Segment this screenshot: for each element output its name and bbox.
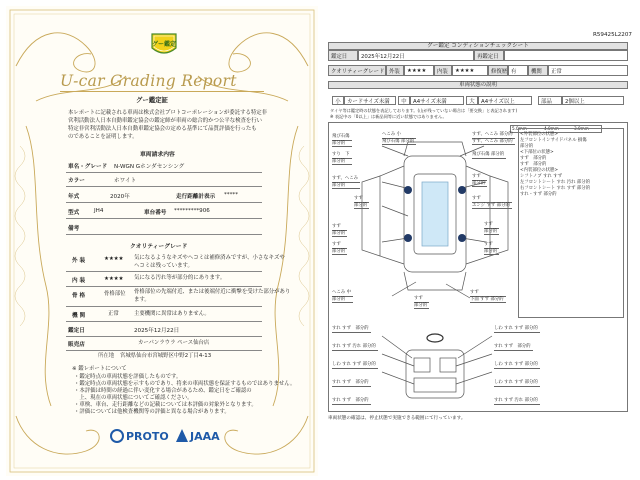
row-rule bbox=[66, 271, 262, 272]
condition-check-sheet bbox=[322, 6, 636, 476]
quality-label-interior: 内 装 bbox=[72, 278, 86, 284]
damage-mark: すり 下 部分的 bbox=[332, 152, 350, 164]
grading-certificate bbox=[6, 6, 318, 476]
note-line: ・評価については他検査機関等の評価と異なる場合があります。 bbox=[74, 409, 230, 415]
inner-note: <内装部位の状態> bbox=[520, 168, 559, 173]
vehicle-section-title: 車両請求内容 bbox=[140, 152, 175, 158]
footer-note: 車両状態の確認は、停止状態で実施できる範囲にて行っています。 bbox=[328, 416, 466, 421]
damage-mark: すず 部分的 bbox=[414, 296, 428, 308]
name-label: 車名・グレード bbox=[68, 164, 108, 170]
quality-stars-exterior: ★★★★ bbox=[104, 256, 124, 262]
scale-small-label: 小 bbox=[332, 96, 344, 105]
tire-note: タイヤ等は鑑定時の状態を表記しております。(山が残っていない場合は「要交換」と表記されます) bbox=[330, 108, 518, 113]
tire-legend-3: 3.0mm〜 bbox=[574, 126, 594, 131]
repair-label: 修復歴 bbox=[488, 65, 508, 76]
model-label: 型式 bbox=[68, 210, 80, 216]
exterior-label: 外装 bbox=[386, 65, 404, 76]
proto-logo: PROTO bbox=[126, 430, 169, 443]
jaaa-logo-icon bbox=[176, 429, 188, 442]
intro-line: 特定非営利活動法人日本自動車鑑定協会の定める基準にて品質評価を行ったも bbox=[68, 126, 257, 132]
intro-line: のであることを証明します。 bbox=[68, 134, 138, 140]
engine-label: 機関 bbox=[528, 65, 548, 76]
damage-mark: すず 部分的 bbox=[332, 242, 346, 254]
mileage-label: 走行距離計表示 bbox=[176, 194, 216, 200]
inner-note: すず 部分的 bbox=[520, 162, 547, 167]
inner-note: 左フロントシート すれ 汚れ 部分的 bbox=[520, 180, 591, 185]
quality-label: クオリティーグレード bbox=[328, 65, 386, 76]
quality-desc-interior: 気になる汚れ等が部分的にあります。 bbox=[134, 275, 226, 281]
mileage-value: ***** bbox=[224, 192, 238, 198]
row-rule bbox=[66, 306, 262, 307]
damage-mark: すず、へこみ 部分的 すず、へこみ 部分的 bbox=[472, 132, 513, 144]
quality-label-exterior: 外 装 bbox=[72, 258, 86, 264]
proto-logo-icon bbox=[110, 429, 124, 443]
quality-stars-frame: 骨格部位 bbox=[104, 291, 126, 297]
tire-legend-2: 4.0mm〜 bbox=[544, 126, 564, 131]
damage-mark: 飛び石傷 部分的 bbox=[332, 134, 350, 146]
interior-mark: すれ すず 部分的 bbox=[332, 380, 369, 385]
interior-mark: しわ すれ すず 部分的 bbox=[494, 326, 538, 331]
scale-mid-value: A4サイズ未満 bbox=[410, 96, 464, 105]
damage-mark: へこみ 中 部分的 bbox=[332, 290, 351, 302]
row-rule bbox=[66, 321, 262, 322]
interior-mark: しわ すれ すず 部分的 bbox=[494, 362, 538, 367]
interior-value: ★★★★ bbox=[452, 65, 488, 76]
row-rule bbox=[66, 286, 262, 287]
chassis-value: *********906 bbox=[174, 208, 210, 214]
certificate-subtitle: グー鑑定証 bbox=[136, 96, 168, 104]
quality-stars-engine: 正常 bbox=[108, 311, 119, 317]
repair-value: 有 bbox=[508, 65, 528, 76]
chassis-label: 車台番号 bbox=[144, 210, 167, 216]
name-value: N-WGN Gホンダセンシング bbox=[114, 164, 185, 170]
document-id: R59425L2207 bbox=[592, 32, 632, 38]
year-label: 年式 bbox=[68, 194, 80, 200]
engine-value: 正常 bbox=[548, 65, 628, 76]
exterior-value: ★★★★ bbox=[404, 65, 434, 76]
interior-mark: すれ すず 部分的 bbox=[332, 398, 369, 403]
shop-value: カーパンラウラ ペース仙台店 bbox=[138, 340, 210, 346]
note-line: ・車検、車台、走行距離などの記載については本評価の対象外となります。 bbox=[74, 402, 257, 408]
scale-mid-label: 中 bbox=[398, 96, 410, 105]
quality-section-title: クオリティーグレード bbox=[130, 244, 188, 250]
date-value: 2025年12月22日 bbox=[358, 50, 474, 61]
damage-mark: 飛び石傷 部分的 bbox=[472, 152, 505, 157]
damage-mark: すず 部分的 bbox=[354, 196, 368, 208]
damage-mark: へこみ 小 飛び石傷 部分的 bbox=[382, 132, 415, 144]
scale-large-label: 大 bbox=[466, 96, 478, 105]
scale-large-value: A4サイズ以上 bbox=[478, 96, 532, 105]
intro-line: 営利活動法人日本自動車鑑定協会の鑑定師が車両の総合的かつ公平な検査を行い bbox=[68, 118, 263, 124]
quality-label-engine: 機 関 bbox=[72, 313, 86, 319]
recheck-label: 再鑑定日 bbox=[474, 50, 504, 61]
note-line: ・鑑定時点の車両状態を評価したものです。 bbox=[74, 374, 182, 380]
scale-small-value: カードサイズ未満 bbox=[344, 96, 396, 105]
year-value: 2020年 bbox=[110, 194, 130, 200]
row-rule bbox=[66, 218, 262, 219]
inner-note: <外装部位の状態> bbox=[520, 132, 559, 137]
tire-note: ※ 表記中の「0以上」は新品同等に近い状態ではありません。 bbox=[330, 114, 447, 119]
inner-note: 部分的 bbox=[520, 144, 534, 149]
date-label: 鑑定日 bbox=[328, 50, 358, 61]
inner-note: シフトノブ すれ すず bbox=[520, 174, 563, 179]
interior-mark: しわ すれ すず 部分的 bbox=[494, 380, 538, 385]
interior-mark: しわ すれ すず 部分的 bbox=[332, 362, 376, 367]
jaaa-logo: JAAA bbox=[190, 430, 220, 443]
state-title: 車両状態の説明 bbox=[328, 81, 628, 89]
quality-desc-frame: 骨格部位の先端付近、または後端付近に衝撃を受けた部分があり bbox=[134, 289, 291, 295]
damage-mark: すず 部分的 bbox=[484, 242, 498, 254]
scale-parts-value: 2個以上 bbox=[562, 96, 624, 105]
row-rule bbox=[66, 202, 262, 203]
damage-mark: すず、へこみ 部分的 bbox=[332, 176, 359, 188]
damage-mark: すず 部分的 bbox=[332, 224, 346, 236]
quality-label-frame: 骨 格 bbox=[72, 293, 86, 299]
date-label: 鑑定日 bbox=[68, 328, 85, 334]
car-diagram bbox=[322, 6, 636, 476]
inner-note: すず 部分的 bbox=[520, 156, 547, 161]
interior-mark: すれ すず 汚れ 部分的 bbox=[494, 398, 538, 403]
intro-line: 本レポートに記載される車両は株式会社プロトコーポレーションが委託する特定非 bbox=[68, 110, 268, 116]
note-line: 上、現在の車両状態についてご確認ください。 bbox=[74, 395, 193, 401]
notes-title: ※ 鑑レポートについて bbox=[72, 366, 127, 372]
color-value: ホワイト bbox=[114, 178, 137, 184]
row-rule bbox=[66, 186, 262, 187]
shop-label: 販売店 bbox=[68, 342, 85, 348]
date-value: 2025年12月22日 bbox=[134, 328, 180, 334]
quality-desc-engine: 主要機関に異常はありません。 bbox=[134, 311, 210, 317]
sheet-title: グー鑑定 コンディションチェックシート bbox=[328, 42, 628, 50]
quality-desc-frame-2: ます。 bbox=[134, 297, 150, 303]
interior-mark: すれ すず 部分的 bbox=[494, 344, 531, 349]
note-line: ・鑑定時点の車両状態を示すものであり、将来の車両状態を保証するものではありません。 bbox=[74, 381, 296, 387]
goo-badge: グー鑑定 bbox=[150, 32, 178, 58]
remarks-label: 備考 bbox=[68, 226, 80, 232]
inner-note: 右フロントシート すれ すず 部分的 bbox=[520, 186, 591, 191]
row-rule bbox=[66, 350, 262, 351]
damage-mark: すず エンジ すず 部分的 bbox=[472, 196, 510, 208]
damage-mark: すず 部分的 bbox=[472, 174, 486, 186]
color-label: カラー bbox=[68, 178, 85, 184]
model-value: JH4 bbox=[94, 208, 104, 214]
inner-note: <下部位の状態> bbox=[520, 150, 554, 155]
interior-mark: すれ すず 汚れ 部分的 bbox=[332, 344, 376, 349]
scale-parts-label: 部品 bbox=[538, 96, 562, 105]
row-rule bbox=[66, 234, 262, 235]
tire-legend-1: 5.0mm〜 bbox=[512, 126, 532, 131]
address-label: 所在地 bbox=[98, 353, 115, 359]
interior-label: 内装 bbox=[434, 65, 452, 76]
certificate-title: U-car Grading Report bbox=[60, 72, 237, 90]
note-line: ・本評価は時間の経過に伴い変化する場合があるため、鑑定日をご確認の bbox=[74, 388, 252, 394]
interior-mark: すれ すず 部分的 bbox=[332, 326, 369, 331]
quality-stars-interior: ★★★★ bbox=[104, 276, 124, 282]
inner-note: すれ・すず 部分的 bbox=[520, 192, 557, 197]
quality-desc-exterior: 気になるようなキズやヘコミは補修済みですが、小さなキズや bbox=[134, 255, 285, 261]
quality-desc-exterior-2: ヘコミは残っています。 bbox=[134, 263, 193, 269]
row-rule bbox=[66, 336, 262, 337]
row-rule bbox=[66, 172, 262, 173]
damage-mark: すず 下面 すず 部分的 bbox=[470, 290, 504, 302]
damage-mark: すず 部分的 bbox=[484, 222, 498, 234]
address-value: 宮城県仙台市宮城野区中野2丁目4-13 bbox=[120, 353, 212, 359]
inner-note: 左フロントインサイドパネル 損傷 bbox=[520, 138, 587, 143]
title-rule bbox=[60, 91, 264, 92]
